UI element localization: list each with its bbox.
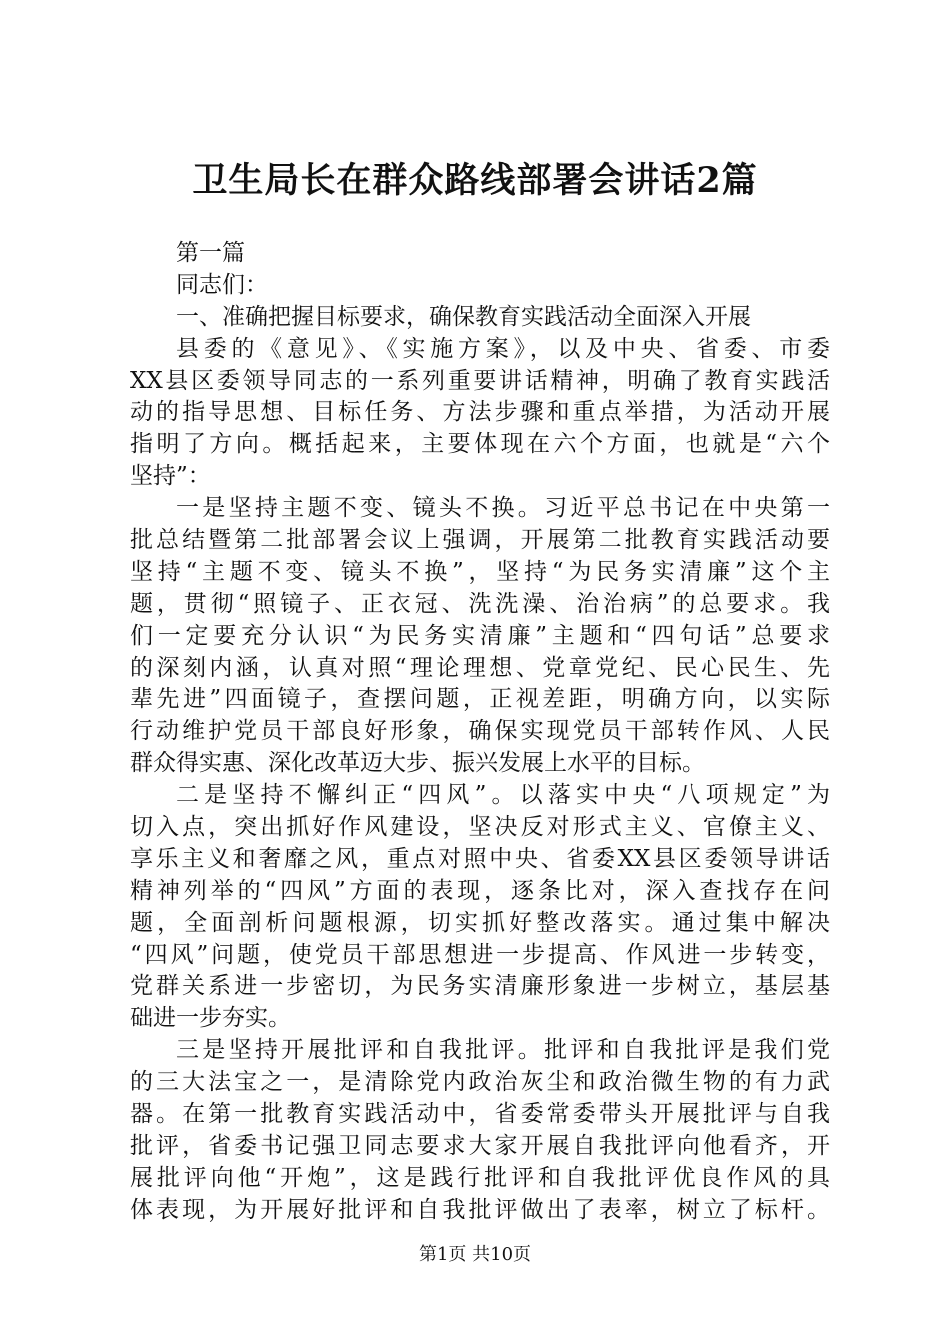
body-text-line: 的三大法宝之一，是清除党内政治灰尘和政治微生物的有力武 (130, 1069, 830, 1096)
body-text-line: 切入点，突出抓好作风建设，坚决反对形式主义、官僚主义、 (130, 814, 830, 841)
body-text-line: 器。在第一批教育实践活动中，省委常委带头开展批评与自我 (130, 1101, 830, 1128)
body-text-line: 群众得实惠、深化改革迈大步、振兴发展上水平的目标。 (130, 750, 705, 777)
body-text-line: 批评，省委书记强卫同志要求大家开展自我批评向他看齐，开 (130, 1132, 830, 1159)
body-text-line: 础进一步夯实。 (130, 1005, 291, 1032)
document-body (130, 238, 830, 1227)
body-text-line: 第一篇 (176, 240, 245, 266)
body-text-line: “四风”问题，使党员干部思想进一步提高、作风进一步转变， (130, 941, 830, 968)
body-text-line: 题，贯彻“照镜子、正衣冠、洗洗澡、治治病”的总要求。我 (130, 590, 830, 617)
body-text-line: 动的指导思想、目标任务、方法步骤和重点举措，为活动开展 (130, 399, 830, 426)
body-text-line: 批总结暨第二批部署会议上强调，开展第二批教育实践活动要 (130, 527, 830, 554)
body-text-line: 党群关系进一步密切，为民务实清廉形象进一步树立，基层基 (130, 973, 830, 1000)
body-text-line: 指明了方向。概括起来，主要体现在六个方面，也就是“六个 (130, 431, 830, 458)
body-text-line: 行动维护党员干部良好形象，确保实现党员干部转作风、人民 (130, 718, 830, 745)
body-text-line: 县委的《意见》、《实施方案》，以及中央、省委、市委 (176, 335, 830, 362)
body-text-line: XX县区委领导同志的一系列重要讲话精神，明确了教育实践活 (130, 367, 830, 394)
body-text-line: 体表现，为开展好批评和自我批评做出了表率，树立了标杆。 (130, 1196, 830, 1223)
body-text-line: 题，全面剖析问题根源，切实抓好整改落实。通过集中解决 (130, 909, 830, 936)
body-text-line: 坚持”： (130, 463, 211, 490)
document-title: 卫生局长在群众路线部署会讲话2篇 (192, 160, 758, 201)
body-text-line: 一、准确把握目标要求，确保教育实践活动全面深入开展 (176, 303, 751, 330)
page-footer: 第1页 共10页 (418, 1244, 532, 1265)
body-text-line: 一是坚持主题不变、镜头不换。习近平总书记在中央第一 (176, 495, 830, 522)
body-text-line: 精神列举的“四风”方面的表现，逐条比对，深入查找存在问 (130, 877, 830, 904)
body-text-line: 三是坚持开展批评和自我批评。批评和自我批评是我们党 (176, 1037, 830, 1064)
body-text-line: 坚持“主题不变、镜头不换”，坚持“为民务实清廉”这个主 (130, 558, 830, 585)
body-text-line: 的深刻内涵，认真对照“理论理想、党章党纪、民心民生、先 (130, 654, 830, 681)
body-text-line: 二是坚持不懈纠正“四风”。以落实中央“八项规定”为 (176, 782, 830, 809)
body-text-line: 展批评向他“开炮”，这是践行批评和自我批评优良作风的具 (130, 1164, 830, 1191)
body-text-line: 同志们： (176, 271, 268, 298)
body-text-line: 享乐主义和奢靡之风，重点对照中央、省委XX县区委领导讲话 (130, 845, 830, 872)
body-text-line: 们一定要充分认识“为民务实清廉”主题和“四句话”总要求 (130, 622, 830, 649)
body-text-line: 辈先进”四面镜子，查摆问题，正视差距，明确方向，以实际 (130, 686, 830, 713)
